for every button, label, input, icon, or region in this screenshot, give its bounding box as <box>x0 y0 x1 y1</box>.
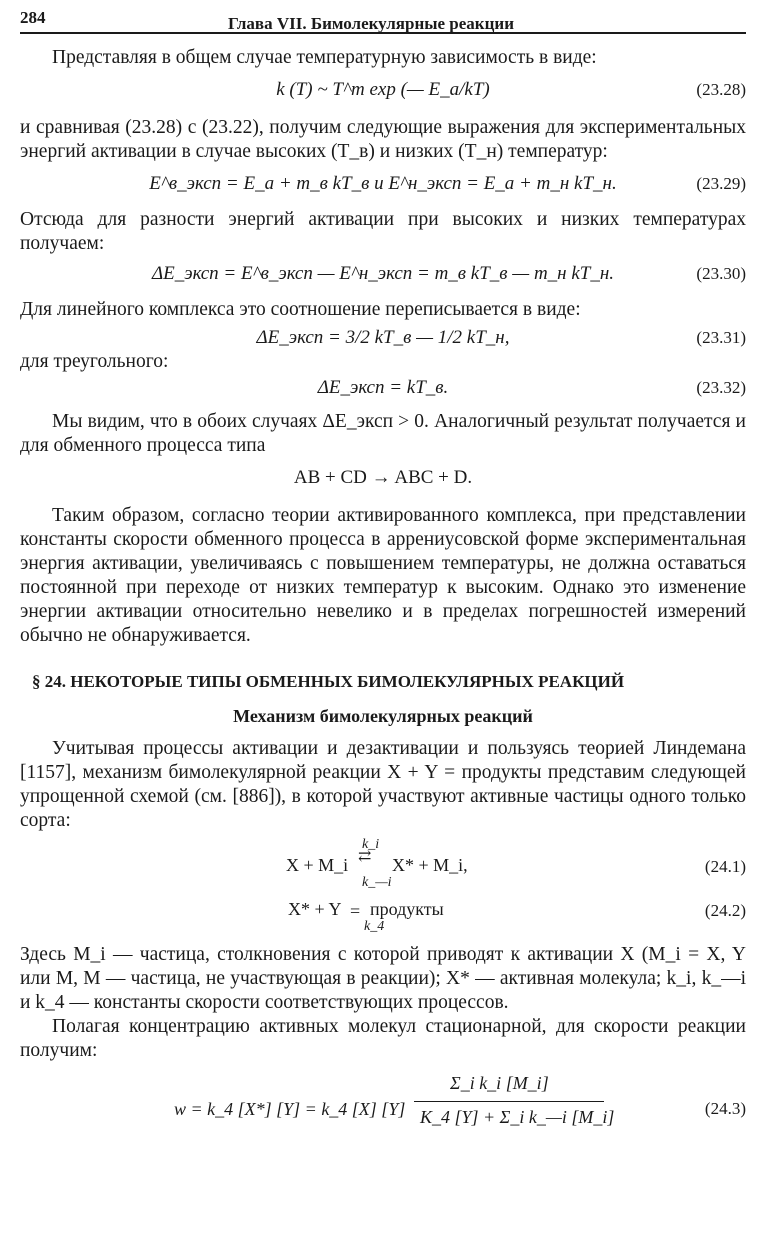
equation-body: AB + CD → ABC + D. <box>293 467 473 488</box>
equation-23-29 <box>20 172 746 196</box>
equation-body: ΔE_эксп = kT_в. <box>317 377 449 398</box>
equation-23-30 <box>20 262 746 286</box>
equation-23-32 <box>20 376 746 400</box>
equation-body: k (T) ~ T^m exp (— E_a/kT) <box>276 79 490 100</box>
paragraph-7: Таким образом, согласно теории активированного комплекса, при представлении константы скорости обменного процесса в аррениусовской форме экспериментальная энергия активации, увеличиваясь с повышением температуры, не должна оставаться постоянной при переходе от низких температур к высоким. Однако это изменение энергии активации относительно невелико и в пределах погрешностей измерений обычно не обнаруживается. <box>20 505 746 646</box>
equation-number: (23.28) <box>696 80 746 99</box>
equation-23-28 <box>20 78 746 102</box>
paragraph-5: для треугольного: <box>20 351 169 372</box>
rate-constant-reverse: k_—i <box>362 875 392 890</box>
equation-body: ΔE_эксп = E^в_эксп — E^н_эксп = m_в kT_в — m_н kT_н. <box>151 263 615 284</box>
equation-number: (23.32) <box>696 378 746 397</box>
equation-ab-cd <box>20 466 746 490</box>
subsection-title: Механизм бимолекулярных реакций <box>233 706 533 726</box>
running-header <box>20 8 746 34</box>
paragraph-8: Учитывая процессы активации и дезактивации и пользуясь теорией Линдемана [1157], механизм бимолекулярной реакции X + Y = продукты представим следующей упрощенной схемой (см. [886]), в которой участвуют активные частицы одного только сорта: <box>20 738 746 831</box>
equation-number: (24.2) <box>704 901 746 920</box>
paragraph-3: Отсюда для разности энергий активации при высоких и низких температурах получаем: <box>20 209 746 254</box>
scheme-right: X* + M_i, <box>392 855 468 875</box>
rate-constant-forward: k_i <box>362 837 380 852</box>
equation-number: (23.29) <box>696 174 746 193</box>
fraction-numerator: Σ_i k_i [M_i] <box>450 1073 549 1093</box>
scheme-right: продукты <box>370 899 444 919</box>
equation-23-31 <box>20 326 746 350</box>
section-title: § 24. НЕКОТОРЫЕ ТИПЫ ОБМЕННЫХ БИМОЛЕКУЛЯРНЫХ РЕАКЦИЙ <box>32 672 625 691</box>
equation-left: w = k_4 [X*] [Y] = k_4 [X] [Y] <box>174 1099 406 1119</box>
equation-24-3 <box>20 1067 746 1137</box>
rate-constant-k4: k_4 <box>364 919 385 934</box>
fraction-bar <box>414 1101 604 1102</box>
page-number: 284 <box>20 8 46 27</box>
paragraph-4: Для линейного комплекса это соотношение переписывается в виде: <box>20 299 581 320</box>
scheme-left: X + M_i <box>286 855 349 875</box>
equation-24-1 <box>20 833 746 897</box>
equation-number: (23.31) <box>696 328 746 347</box>
paragraph-6: Мы видим, что в обоих случаях ΔE_эксп > 0. Аналогичный результат получается и для обменного процесса типа <box>20 411 746 456</box>
paragraph-9: Здесь M_i — частица, столкновения с которой приводят к активации X (M_i = X, Y или M, M — частица, не участвующая в реакции); X* — активная молекула; k_i, k_—i и k_4 — константы скорости соответствующих процессов. <box>20 944 746 1013</box>
paragraph-1: Представляя в общем случае температурную зависимость в виде: <box>52 47 597 68</box>
equation-number: (24.1) <box>704 857 746 876</box>
equation-24-2 <box>20 897 746 937</box>
paragraph-10: Полагая концентрацию активных молекул стационарной, для скорости реакции получим: <box>20 1016 746 1061</box>
equals-sign: = <box>350 901 361 921</box>
paragraph-2: и сравнивая (23.28) с (23.22), получим следующие выражения для экспериментальных энергий активации в случае высоких (T_в) и низких (T_н) температур: <box>20 117 746 162</box>
equation-body: E^в_эксп = E_a + m_в kT_в и E^н_эксп = E_a + m_н kT_н. <box>149 173 617 194</box>
chapter-title: Глава VII. Бимолекулярные реакции <box>228 14 514 33</box>
page <box>20 8 746 1137</box>
equation-body: ΔE_эксп = 3/2 kT_в — 1/2 kT_н, <box>256 327 510 348</box>
scheme-left: X* + Y <box>288 899 342 919</box>
equation-number: (23.30) <box>696 264 746 283</box>
equilibrium-arrows: ⇄ <box>358 848 372 865</box>
fraction-denominator: K_4 [Y] + Σ_i k_—i [M_i] <box>420 1107 615 1127</box>
equation-number: (24.3) <box>704 1099 746 1118</box>
